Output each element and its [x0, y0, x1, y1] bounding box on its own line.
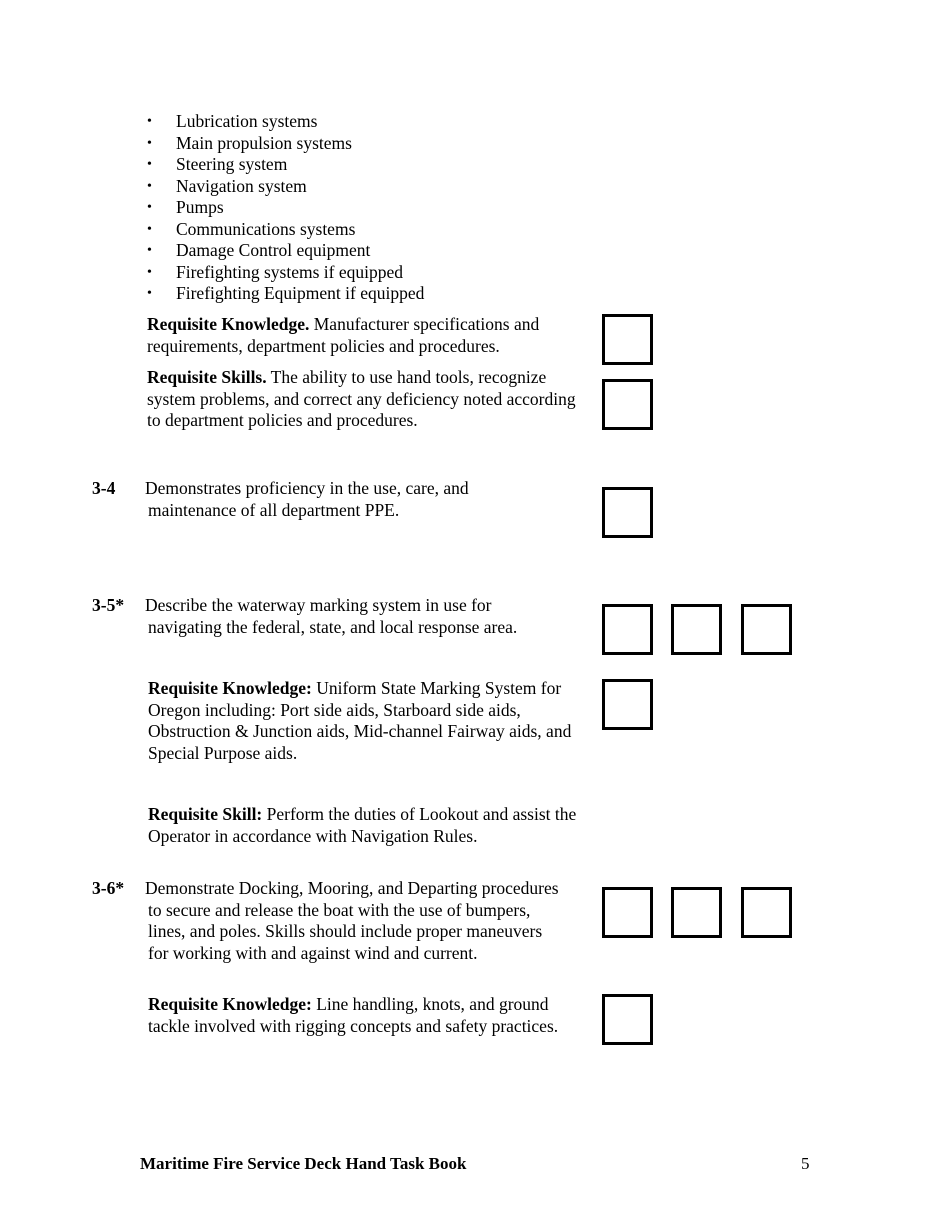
list-item: • Steering system	[147, 154, 424, 176]
list-item: • Damage Control equipment	[147, 240, 424, 262]
task-number: 3-4	[92, 478, 116, 498]
task-description	[145, 878, 595, 964]
requisite-skills-label: Requisite Skills.	[147, 367, 267, 387]
requisite-skills-paragraph	[147, 367, 585, 432]
list-item: • Lubrication systems	[147, 111, 424, 133]
task-line: Demonstrates proficiency in the use, care, and	[145, 478, 469, 498]
signoff-checkbox[interactable]	[602, 487, 653, 538]
list-item: • Firefighting systems if equipped	[147, 262, 424, 284]
task-line: to secure and release the boat with the use of bumpers,	[148, 899, 531, 920]
task-number: 3-6*	[92, 878, 125, 898]
task-line: maintenance of all department PPE.	[148, 499, 400, 520]
task-number: 3-5*	[92, 595, 125, 615]
requisite-knowledge-label: Requisite Knowledge:	[148, 994, 312, 1014]
signoff-checkbox[interactable]	[671, 887, 722, 938]
footer-title: Maritime Fire Service Deck Hand Task Book	[140, 1154, 467, 1173]
signoff-checkbox[interactable]	[671, 604, 722, 655]
list-item: • Main propulsion systems	[147, 133, 424, 155]
task-line: Describe the waterway marking system in use for	[145, 595, 492, 615]
task-line: lines, and poles. Skills should include proper maneuvers	[148, 921, 543, 941]
signoff-checkbox[interactable]	[741, 604, 792, 655]
signoff-checkbox[interactable]	[602, 604, 653, 655]
requisite-skill-text: Perform the duties of Lookout and assist the Operator in accordance with Navigation Rules.	[148, 804, 577, 846]
requisite-knowledge-label: Requisite Knowledge:	[148, 678, 312, 698]
requisite-knowledge-paragraph	[148, 678, 580, 764]
equipment-bullet-list	[147, 111, 424, 305]
requisite-knowledge-paragraph	[147, 314, 587, 357]
task-line: Demonstrate Docking, Mooring, and Departing procedures	[145, 878, 559, 898]
signoff-checkbox[interactable]	[602, 679, 653, 730]
requisite-skill-paragraph	[148, 804, 593, 847]
list-item: • Communications systems	[147, 219, 424, 241]
task-line: navigating the federal, state, and local response area.	[148, 616, 518, 637]
signoff-checkbox[interactable]	[602, 379, 653, 430]
requisite-skills-text: The ability to use hand tools, recognize system problems, and correct any deficiency noted according to department policies and procedures.	[147, 367, 576, 430]
requisite-knowledge-paragraph	[148, 994, 593, 1037]
signoff-checkbox[interactable]	[602, 994, 653, 1045]
task-description	[145, 595, 595, 638]
signoff-checkbox[interactable]	[602, 314, 653, 365]
requisite-knowledge-text: Uniform State Marking System for Oregon including: Port side aids, Starboard side aids, Obstruction & Junction aids, Mid-channel Fairway aids, and Special Purpose aids.	[148, 678, 572, 763]
signoff-checkbox[interactable]	[741, 887, 792, 938]
list-item: • Pumps	[147, 197, 424, 219]
task-line: for working with and against wind and current.	[148, 942, 478, 963]
page-number: 5	[801, 1154, 810, 1173]
requisite-knowledge-text: Line handling, knots, and ground tackle involved with rigging concepts and safety practices.	[148, 994, 559, 1036]
requisite-skill-label: Requisite Skill:	[148, 804, 263, 824]
requisite-knowledge-text: Manufacturer specifications and requirements, department policies and procedures.	[147, 314, 540, 356]
list-item: • Navigation system	[147, 176, 424, 198]
requisite-knowledge-label: Requisite Knowledge.	[147, 314, 310, 334]
signoff-checkbox[interactable]	[602, 887, 653, 938]
task-description	[145, 478, 595, 521]
list-item: • Firefighting Equipment if equipped	[147, 283, 424, 305]
